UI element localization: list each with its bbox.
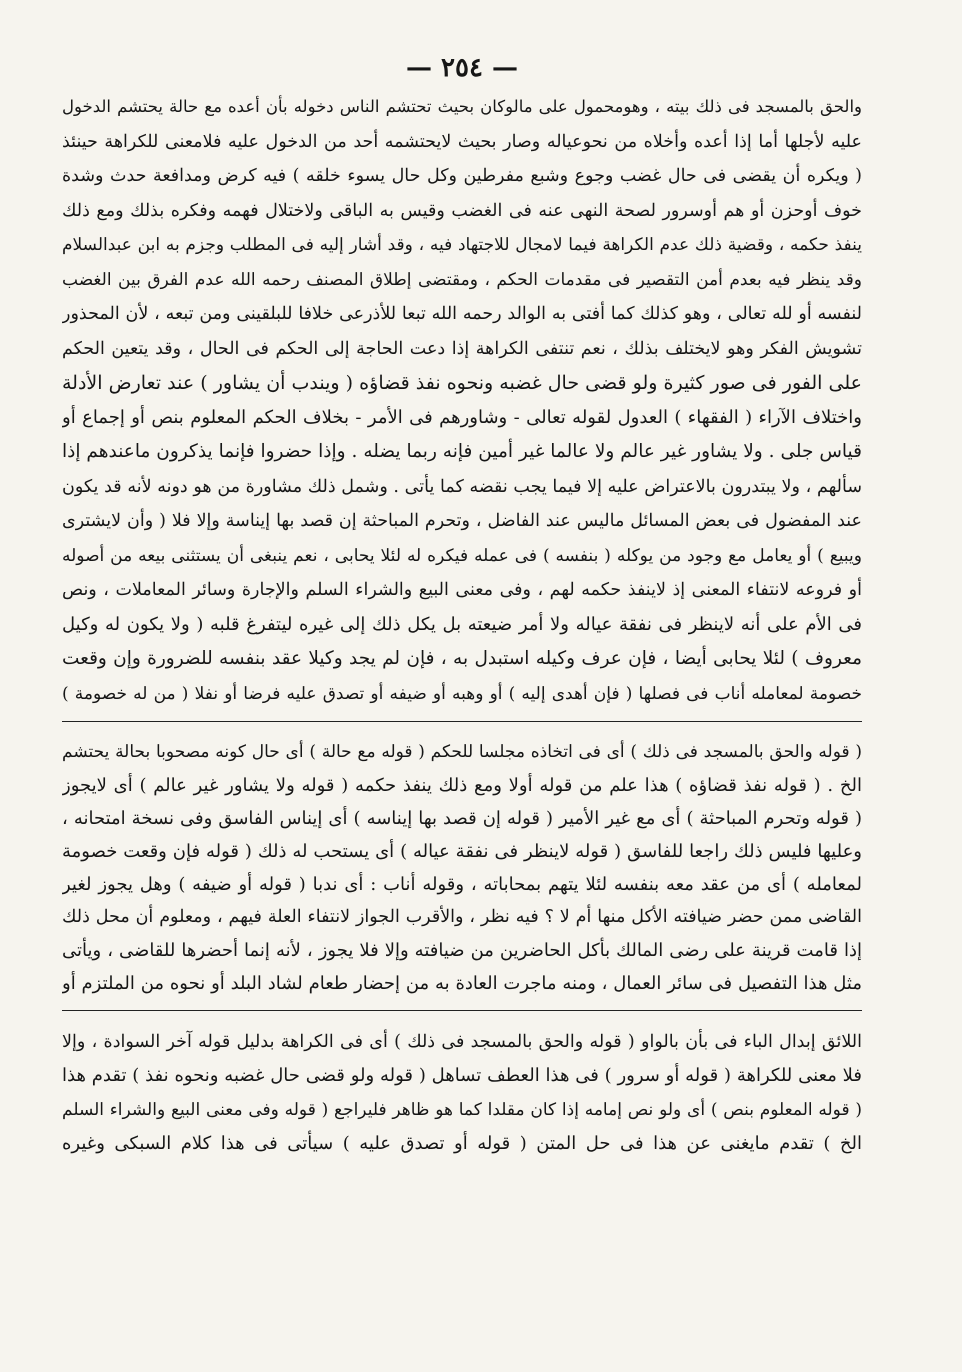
commentary-line: القاضى ممن حضر ضيافته الأكل منها أم لا ؟ فيه نظر ، والأقرب الجواز لانتفاء العلة فيهم ، ومعلوم أن محل ذلك bbox=[62, 907, 862, 927]
main-line: واختلاف الآراء ( الفقهاء ) العدول لقوله تعالى - وشاورهم فى الأمر - بخلاف الحكم المعلوم بنص أو إجماع أو bbox=[62, 406, 862, 428]
main-line: ينفذ حكمه ، وقضية ذلك عدم الكراهة فيما لامجال للاجتهاد فيه ، وقد أشار إليه فى المطلب وجزم به ابن عبدالسلام bbox=[62, 235, 862, 255]
gloss bbox=[62, 1025, 862, 1161]
main-line: وقد ينظر فيه بعدم أمن التقصير فى مقدمات الحكم ، ومقتضى إطلاق المصنف رحمه الله عدم الفرق بين الغضب bbox=[62, 269, 862, 290]
commentary-line: لمعامله ) أى من عقد معه بنفسه لئلا يتهم بمحاباته ، وقوله أناب : أى ندبا ( قوله أو ضيفه ) وهل يجوز لغير bbox=[62, 874, 862, 895]
page-number: — ٢٥٤ — bbox=[405, 53, 519, 83]
commentary-line: ( قوله وتحرم المباحثة ) أى مع غير الأمير ( قوله إن قصد بها إيناسه ) أى إيناس الفاسق وفى نسخة امتحانه ، bbox=[62, 808, 862, 829]
gloss-line: ( قوله المعلوم بنص ) أى ولو نص إمامه إذا كان مقلدا كما هو ظاهر فليراجع ( قوله وفى معنى البيع والشراء السلم bbox=[62, 1100, 862, 1120]
commentary bbox=[62, 736, 862, 1000]
main-line: عند المفضول فى بعض المسائل ماليس عند الفاضل ، وتحرم المباحثة إن قصد بها إيناسة وإلا فلا ( وأن لايشترى bbox=[62, 511, 862, 531]
commentary-line: وعليها فليس ذلك راجعا للفاسق ( قوله لاينظر فى نفقة عياله ) أى يستحب له ذلك ( قوله فإن وقعت خصومة bbox=[62, 841, 862, 862]
main-line: معروف ) لئلا يحابى أيضا ، فإن عرف وكيله استبدل به ، فإن لم يجد وكيلا عقد بنفسه للضرورة وإن وقعت bbox=[62, 648, 862, 669]
main-line: ( ويكره أن يقضى فى حال غضب وجوع وشبع مفرطين وكل حال يسوء خلقه ) فيه كرض ومدافعة حدث وشدة bbox=[62, 166, 862, 186]
main-line: عليه لأجلها أما إذا أعده وأخلاه من نحوعياله وصار بحيث لايحتشمه أحد من الدخول عليه فلامعنى للكراهة حينئذ bbox=[62, 131, 862, 152]
main-line: سألهم ، ولا يبتدرون بالاعتراض عليه إلا فيما يجب نقضه كما يأتى . وشمل ذلك مشاورة من هو دونه لأنه قد يكون bbox=[62, 476, 862, 497]
main-line: على الفور فى صور كثيرة ولو قضى حال غضبه ونحوه نفذ قضاؤه ( ويندب أن يشاور ) عند تعارض الأدلة bbox=[62, 372, 862, 394]
section-divider bbox=[62, 1010, 862, 1011]
commentary-line: إذا قامت قرينة على رضى المالك بأكل الحاضرين من ضيافته وإلا فلا يجوز ، لأنه إنما أحضرها للقاضى ، ويأتى bbox=[62, 940, 862, 961]
gloss-line: اللائق إبدال الباء فى بأن بالواو ( قوله والحق بالمسجد فى ذلك ) أى فى الكراهة بدليل قوله آخر السوادة ، وإلا bbox=[62, 1032, 862, 1052]
main-line: تشويش الفكر وهو لايختلف بذلك ، نعم تنتفى الكراهة إذا دعت الحاجة إلى الحكم فى الحال ، وقد يتعين الحكم bbox=[62, 338, 862, 359]
commentary-line: الخ . ( قوله نفذ قضاؤه ) هذا علم من قوله أولا ومع ذلك ينفذ حكمه ( قوله ولا يشاور غير عالم ) أى لايجوز bbox=[62, 775, 862, 796]
main-line: أو فروعه لانتفاء المعنى إذ لاينفذ حكمه لهم ، وفى معنى البيع والشراء السلم والإجارة وسائر المعاملات ، ونص bbox=[62, 580, 862, 600]
commentary-line: مثل هذا التفصيل فى سائر العمال ، ومنه ماجرت العادة به من إحضار طعام لشاد البلد أو نحوه من الملتزم أو bbox=[62, 973, 862, 994]
commentary-line: ( قوله والحق بالمسجد فى ذلك ) أى فى اتخاذه مجلسا للحكم ( قوله مع حالة ) أى حال كونه مصحوبا بحالة يحتشم bbox=[62, 742, 862, 762]
main-line: فى الأم على أنه لاينظر فى نفقة عياله ولا أمر ضيعته بل يكل ذلك إلى غيره ليتفرغ قلبه ( ولا يكون له وكيل bbox=[62, 613, 862, 635]
main-line: والحق بالمسجد فى ذلك بيته ، وهومحمول على مالوكان بحيث تحتشم الناس دخوله بأن أعده مع حالة يحتشم الدخول bbox=[62, 97, 862, 116]
section-divider bbox=[62, 721, 862, 722]
main-line: لنفسه أو لله تعالى ، وهو كذلك كما أفتى به الوالد رحمه الله تبعا للأذرعى خلافا للبلقينى ومن تبعه ، لأن المحذور bbox=[62, 304, 862, 324]
main-line: ويبيع ) أو يعامل مع وجود من يوكله ( بنفسه ) فى عمله فيكره له لئلا يحابى ، نعم ينبغى أن يستثنى بيعه من أصوله bbox=[62, 545, 862, 566]
main-line: قياس جلى . ولا يشاور غير عالم ولا عالما غير أمين فإنه ربما يضله . وإذا حضروا فإنما يذكرون ماعندهم إذا bbox=[62, 441, 862, 462]
main-text bbox=[62, 90, 862, 711]
gloss-line: فلا معنى للكراهة ( قوله أو سرور ) فى هذا العطف تساهل ( قوله ولو قضى حال غضبه ونحوه نفذ ) تقدم هذا bbox=[62, 1065, 862, 1086]
gloss-line: الخ ) تقدم مايغنى عن هذا فى حل المتن ( قوله أو تصدق عليه ) سيأتى فى هذا كلام السبكى وغيره bbox=[62, 1133, 862, 1154]
main-line: خوف أوحزن أو هم أوسرور لصحة النهى عنه فى الغضب وقيس به الباقى ولاختلال فهمه وفكره بذلك ومع ذلك bbox=[62, 200, 862, 221]
main-line: خصومة لمعامله أناب فى فصلها ( فإن أهدى إليه ) أو وهبه أو ضيفه أو تصدق عليه فرضا أو نفلا ( من له خصومة ) bbox=[62, 683, 862, 704]
